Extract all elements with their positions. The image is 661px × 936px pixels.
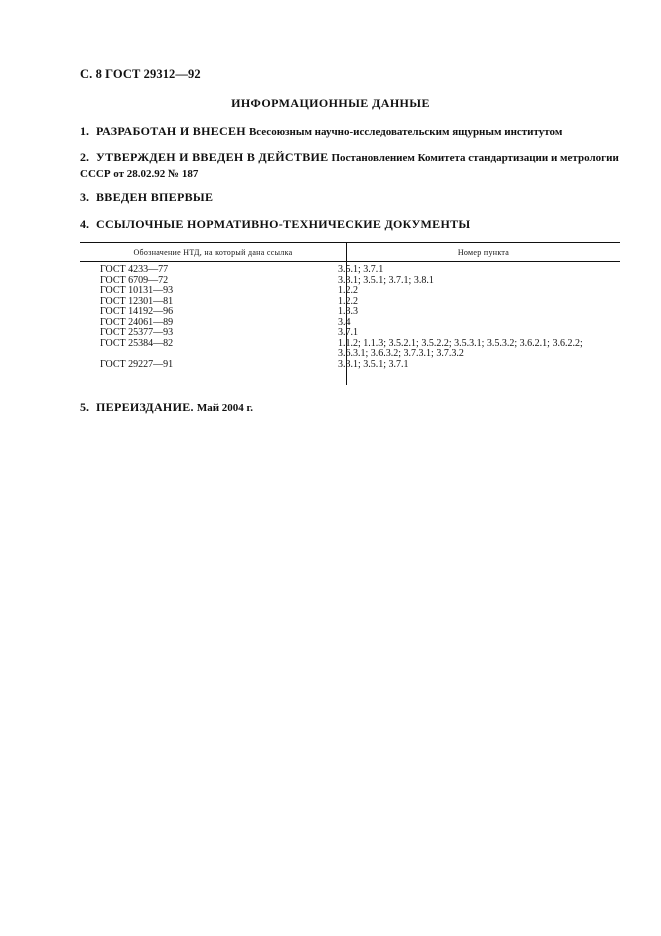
table-cell-document: ГОСТ 4233—77 <box>100 264 169 275</box>
item-heading: ССЫЛОЧНЫЕ НОРМАТИВНО-ТЕХНИЧЕСКИЕ ДОКУМЕНТЫ <box>96 217 471 231</box>
section-title: ИНФОРМАЦИОННЫЕ ДАННЫЕ <box>231 96 430 110</box>
item-heading: РАЗРАБОТАН И ВНЕСЕН <box>96 124 246 138</box>
table-cell-clause: 3.4 <box>338 316 351 328</box>
item-number: 5. <box>80 400 89 414</box>
info-item-developed <box>80 124 620 140</box>
item-number: 2. <box>80 150 89 164</box>
info-item-introduced <box>80 190 620 205</box>
table-cell-clause: 3.7.1 <box>338 327 358 338</box>
table-cell-clause: 3.3.1; 3.5.1; 3.7.1 <box>338 358 409 370</box>
table-cell-document: ГОСТ 29227—91 <box>100 358 174 370</box>
table-cell-document: ГОСТ 14192—96 <box>100 306 174 317</box>
item-number: 1. <box>80 124 89 138</box>
table-row <box>80 307 620 318</box>
table-cell-clause: 1.3.3 <box>338 306 358 317</box>
table-row <box>80 286 620 297</box>
table-row <box>80 328 620 339</box>
table-cell-clause: 3.3.1; 3.5.1; 3.7.1; 3.8.1 <box>338 274 434 286</box>
item-heading: УТВЕРЖДЕН И ВВЕДЕН В ДЕЙСТВИЕ <box>96 150 329 164</box>
table-cell-document: ГОСТ 24061—89 <box>100 316 174 328</box>
table-cell-document: ГОСТ 25384—82 <box>100 337 174 349</box>
item-heading: ПЕРЕИЗДАНИЕ. <box>96 400 194 414</box>
info-item-approved <box>80 150 620 182</box>
table-cell-document: ГОСТ 12301—81 <box>100 295 174 307</box>
item-heading: ВВЕДЕН ВПЕРВЫЕ <box>96 190 214 204</box>
table-row <box>80 265 620 276</box>
table-body <box>80 265 620 370</box>
table-cell-clause: 1.2.2 <box>338 295 358 307</box>
info-item-references <box>80 217 620 232</box>
item-number: 3. <box>80 190 89 204</box>
table-cell-clause: 1.2.2 <box>338 285 358 296</box>
table-row <box>80 339 620 360</box>
table-top-rule <box>80 242 620 243</box>
item-text: Постановлением Комитета стандартизации и метрологии СССР от 28.02.92 № 187 <box>80 152 619 180</box>
page-header: С. 8 ГОСТ 29312—92 <box>80 67 201 81</box>
item-text: Всесоюзным научно-исследовательским ящурным институтом <box>248 126 563 138</box>
table-row <box>80 360 620 371</box>
table-cell-clause: 3.5.1; 3.7.1 <box>338 264 384 275</box>
table-cell-document: ГОСТ 25377—93 <box>100 327 174 338</box>
table-header-document: Обозначение НТД, на который дана ссылка <box>133 248 293 257</box>
table-cell-clause: 1.1.2; 1.1.3; 3.5.2.1; 3.5.2.2; 3.5.3.1; 3.5.3.2; 3.6.2.1; 3.6.2.2; 3.6.3.1; 3.6.3.2; 3.7.3.1; 3.7.3.2 <box>338 337 583 359</box>
table-cell-document: ГОСТ 6709—72 <box>100 274 169 286</box>
table-header-rule <box>80 261 620 262</box>
table-header-clause: Номер пункта <box>457 248 510 257</box>
table-cell-document: ГОСТ 10131—93 <box>100 285 174 296</box>
item-number: 4. <box>80 217 89 231</box>
item-text: Май 2004 г. <box>196 402 254 414</box>
info-item-reissue <box>80 400 620 416</box>
